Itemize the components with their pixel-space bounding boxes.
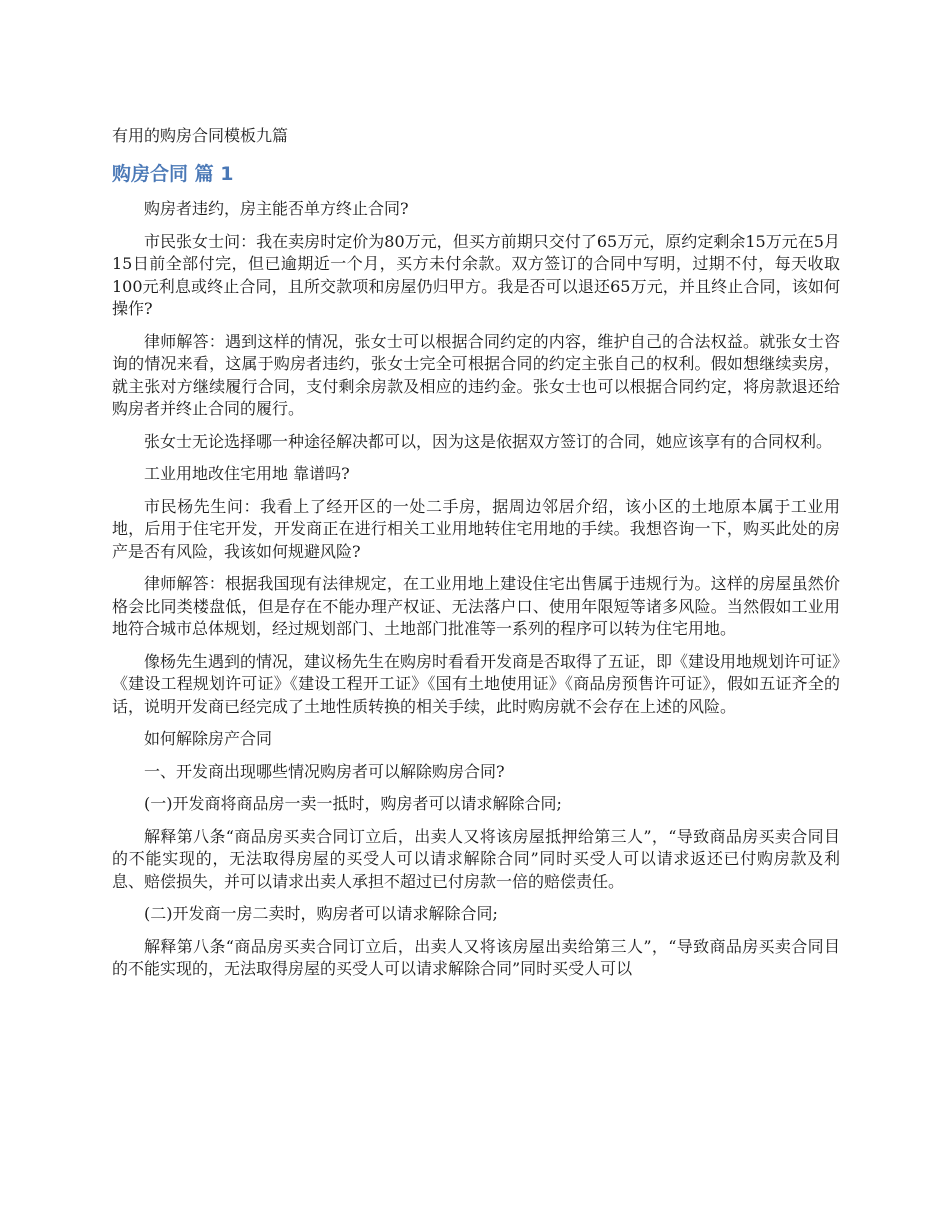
paragraph-explanation-2: 解释第八条“商品房买卖合同订立后，出卖人又将该房屋出卖给第三人”，“导致商品房买卖合同目的不能实现的，无法取得房屋的买受人可以请求解除合同”同时买受人可以 [112, 936, 840, 978]
paragraph-five-certificates: 像杨先生遇到的情况，建议杨先生在购房时看看开发商是否取得了五证，即《建设用地规划许可证》《建设工程规划许可证》《建设工程开工证》《国有土地使用证》《商品房预售许可证》，假如五证齐全的话，说明开发商已经完成了土地性质转换的相关手续，此时购房就不会存在上述的风险。 [112, 651, 841, 716]
paragraph-subheading-terminate: 如何解除房产合同 [144, 729, 273, 748]
paragraph-lawyer-answer-2: 律师解答：根据我国现有法律规定，在工业用地上建设住宅出售属于违规行为。这样的房屋虽然价格会比同类楼盘低，但是存在不能办理产权证、无法落户口、使用年限短等诸多风险。当然假如工业用地符合城市总体规划，经过规划部门、土地部门批准等一系列的程序可以转为住宅用地。 [112, 574, 840, 638]
document-title: 有用的购房合同模板九篇 [112, 126, 289, 145]
paragraph-lawyer-answer-1: 律师解答：遇到这样的情况，张女士可以根据合同约定的内容，维护自己的合法权益。就张女士咨询的情况来看，这属于购房者违约，张女士完全可根据合同的约定主张自己的权利。假如想继续卖房，就主张对方继续履行合同，支付剩余房款及相应的违约金。张女士也可以根据合同约定，将房款退还给购房者并终止合同的履行。 [112, 331, 840, 418]
section-heading: 购房合同 篇 1 [112, 163, 234, 185]
paragraph-explanation-1: 解释第八条“商品房买卖合同订立后，出卖人又将该房屋抵押给第三人”，“导致商品房买卖合同目的不能实现的，无法取得房屋的买受人可以请求解除合同”同时买受人可以请求返还已付购房款及利息、赔偿损失，并可以请求出卖人承担不超过已付房款一倍的赔偿责任。 [112, 826, 840, 891]
paragraph-question-1: 购房者违约，房主能否单方终止合同? [144, 199, 409, 218]
paragraph-zhang-question: 市民张女士问：我在卖房时定价为80万元，但买方前期只交付了65万元，原约定剩余15万元在5月15日前全部付完，但已逾期近一个月，买方未付余款。双方签订的合同中写明，过期不付，每天收取100元利息或终止合同，且所交款项和房屋仍归甲方。我是否可以退还65万元，并且终止合同，该如何操作? [112, 231, 840, 318]
paragraph-question-2: 工业用地改住宅用地 靠谱吗? [144, 464, 350, 483]
paragraph-yang-question: 市民杨先生问：我看上了经开区的一处二手房，据周边邻居介绍，该小区的土地原本属于工业用地，后用于住宅开发，开发商正在进行相关工业用地转住宅用地的手续。我想咨询一下，购买此处的房产是否有风险，我该如何规避风险? [112, 496, 840, 561]
paragraph-subpoint-2: (二)开发商一房二卖时，购房者可以请求解除合同; [144, 904, 498, 923]
paragraph-subpoint-1: (一)开发商将商品房一卖一抵时，购房者可以请求解除合同; [144, 794, 562, 813]
paragraph-conclusion-1: 张女士无论选择哪一种途径解决都可以，因为这是依据双方签订的合同，她应该享有的合同权利。 [144, 431, 833, 451]
paragraph-point-1: 一、开发商出现哪些情况购房者可以解除购房合同? [144, 761, 505, 781]
